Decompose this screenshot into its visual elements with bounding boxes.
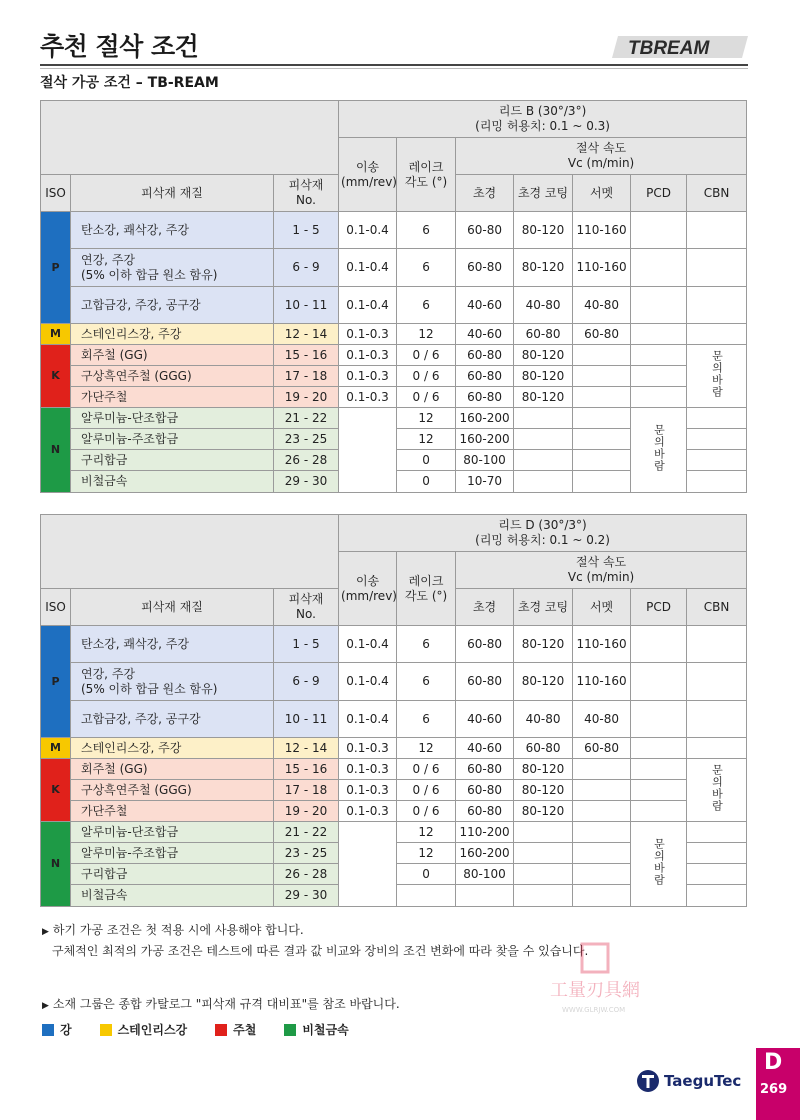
group-no-cell: 19 - 20	[274, 387, 339, 408]
carbide-cell: 60-80	[456, 249, 514, 287]
group-no-cell: 17 - 18	[274, 366, 339, 387]
feed-cell: 0.1-0.4	[339, 212, 397, 249]
note-line-2: 구체적인 최적의 가공 조건은 테스트에 따른 결과 값 비교와 장비의 조건 변화에 따라 찾을 수 있습니다.	[52, 944, 589, 958]
coated-cell: 80-120	[514, 345, 573, 366]
cbn-cell	[687, 249, 747, 287]
group-no-cell: 12 - 14	[274, 324, 339, 345]
tbream-logo	[612, 34, 748, 60]
cermet-cell: 40-80	[573, 287, 631, 324]
group-no-cell: 10 - 11	[274, 287, 339, 324]
coated-cell: 80-120	[514, 663, 573, 701]
coated-cell	[514, 885, 573, 907]
material-cell: 구상흑연주철 (GGG)	[71, 366, 274, 387]
cermet-cell	[573, 450, 631, 471]
legend-label: 주철	[233, 1023, 257, 1037]
pcd-cell	[631, 701, 687, 738]
table-row	[41, 387, 747, 408]
table-row	[41, 366, 747, 387]
coated-cell	[514, 408, 573, 429]
coated-cell: 80-120	[514, 759, 573, 780]
rake-cell: 12	[397, 324, 456, 345]
pcd-inquiry-cell	[631, 822, 687, 907]
iso-header: ISO	[41, 589, 71, 626]
group-no-cell: 15 - 16	[274, 759, 339, 780]
rake-cell: 6	[397, 626, 456, 663]
material-cell: 비철금속	[71, 885, 274, 907]
rake-cell	[397, 885, 456, 907]
legend-swatch	[42, 1024, 54, 1036]
section-tab	[756, 1048, 800, 1120]
coated-cell: 40-80	[514, 701, 573, 738]
page-title: 추천 절삭 조건	[40, 32, 199, 61]
coated-cell: 80-120	[514, 801, 573, 822]
iso-group-n: N	[41, 408, 71, 493]
coated-cell: 80-120	[514, 387, 573, 408]
feed-cell: 0.1-0.3	[339, 801, 397, 822]
rake-cell: 0 / 6	[397, 366, 456, 387]
cbn-inquiry-cell	[687, 759, 747, 822]
material-cell: 가단주철	[71, 801, 274, 822]
speed-header: 절삭 속도 Vc (m/min)	[456, 138, 747, 175]
rake-cell: 12	[397, 429, 456, 450]
material-cell: 알루미늄-단조합금	[71, 822, 274, 843]
iso-group-m: M	[41, 324, 71, 345]
pcd-header: PCD	[631, 175, 687, 212]
cermet-cell	[573, 759, 631, 780]
material-cell: 연강, 주강 (5% 이하 합금 원소 함유)	[71, 663, 274, 701]
cermet-cell	[573, 801, 631, 822]
coated-header: 초경 코팅	[514, 175, 573, 212]
iso-group-n: N	[41, 822, 71, 907]
pcd-header: PCD	[631, 589, 687, 626]
pcd-inquiry-text: 문의바람	[652, 424, 666, 472]
cermet-cell: 110-160	[573, 626, 631, 663]
coated-cell: 80-120	[514, 212, 573, 249]
legend-swatch	[100, 1024, 112, 1036]
cermet-cell	[573, 408, 631, 429]
table-row	[41, 759, 747, 780]
cbn-header: CBN	[687, 175, 747, 212]
cermet-cell	[573, 387, 631, 408]
material-cell: 구리합금	[71, 864, 274, 885]
coated-cell	[514, 450, 573, 471]
coated-cell	[514, 471, 573, 493]
cbn-cell	[687, 212, 747, 249]
material-cell: 비철금속	[71, 471, 274, 493]
group-no-cell: 26 - 28	[274, 450, 339, 471]
rake-cell: 0	[397, 471, 456, 493]
feed-cell: 0.1-0.3	[339, 366, 397, 387]
rake-cell: 6	[397, 701, 456, 738]
watermark-url: WWW.GLRJW.COM	[562, 1006, 626, 1014]
legend-item	[215, 1021, 256, 1038]
feed-cell: 0.1-0.3	[339, 387, 397, 408]
cutting-conditions-table-lead-d	[40, 514, 747, 907]
group-no-cell: 21 - 22	[274, 408, 339, 429]
cbn-cell	[687, 822, 747, 843]
material-cell: 회주철 (GG)	[71, 345, 274, 366]
cbn-inquiry-text: 문의바람	[710, 350, 724, 398]
rake-cell: 12	[397, 822, 456, 843]
section-letter: D	[764, 1050, 783, 1075]
group-no-header: 피삭재 No.	[274, 175, 339, 212]
taegutec-emblem-icon	[636, 1069, 660, 1093]
pcd-cell	[631, 324, 687, 345]
cermet-cell	[573, 822, 631, 843]
rake-cell: 6	[397, 212, 456, 249]
pcd-inquiry-cell	[631, 408, 687, 493]
carbide-cell: 60-80	[456, 212, 514, 249]
legend-swatch	[284, 1024, 296, 1036]
iso-color-legend	[42, 1021, 377, 1038]
watermark-text: 工量刃具網	[550, 980, 640, 1001]
table-row	[41, 287, 747, 324]
coated-header: 초경 코팅	[514, 589, 573, 626]
material-cell: 구리합금	[71, 450, 274, 471]
lead-header: 리드 B (30°/3°) (리밍 허용치: 0.1 ~ 0.3)	[339, 101, 747, 138]
rake-cell: 6	[397, 287, 456, 324]
table-row	[41, 324, 747, 345]
carbide-cell: 160-200	[456, 843, 514, 864]
table-row	[41, 408, 747, 429]
carbide-cell: 40-60	[456, 324, 514, 345]
table-row	[41, 738, 747, 759]
legend-label: 스테인리스강	[117, 1023, 188, 1037]
pcd-cell	[631, 626, 687, 663]
rake-cell: 6	[397, 663, 456, 701]
note-line-1: 하기 가공 조건은 첫 적용 시에 사용해야 합니다.	[52, 923, 304, 937]
pcd-cell	[631, 345, 687, 366]
carbide-cell: 40-60	[456, 287, 514, 324]
carbide-cell: 40-60	[456, 738, 514, 759]
material-cell: 알루미늄-단조합금	[71, 408, 274, 429]
legend-swatch	[215, 1024, 227, 1036]
cermet-cell	[573, 864, 631, 885]
group-no-cell: 1 - 5	[274, 212, 339, 249]
group-no-cell: 29 - 30	[274, 885, 339, 907]
speed-header: 절삭 속도 Vc (m/min)	[456, 552, 747, 589]
group-no-cell: 23 - 25	[274, 429, 339, 450]
table-row	[41, 663, 747, 701]
material-cell: 고합금강, 주강, 공구강	[71, 287, 274, 324]
coated-cell	[514, 429, 573, 450]
header-blank	[41, 101, 339, 175]
group-no-cell: 26 - 28	[274, 864, 339, 885]
pcd-cell	[631, 366, 687, 387]
carbide-cell: 60-80	[456, 626, 514, 663]
coated-cell: 80-120	[514, 780, 573, 801]
cbn-cell	[687, 738, 747, 759]
feed-header: 이송 (mm/rev)	[339, 552, 397, 626]
pcd-cell	[631, 780, 687, 801]
company-logo	[636, 1069, 741, 1093]
rake-cell: 12	[397, 843, 456, 864]
cbn-cell	[687, 626, 747, 663]
feed-cell: 0.1-0.4	[339, 249, 397, 287]
pcd-cell	[631, 663, 687, 701]
feed-cell: 0.1-0.3	[339, 345, 397, 366]
material-header: 피삭재 재질	[71, 175, 274, 212]
cutting-conditions-table-lead-b	[40, 100, 747, 493]
rake-cell: 0 / 6	[397, 345, 456, 366]
table-row	[41, 822, 747, 843]
feed-cell: 0.1-0.3	[339, 738, 397, 759]
cermet-cell	[573, 780, 631, 801]
cermet-header: 서멧	[573, 175, 631, 212]
rake-cell: 0 / 6	[397, 387, 456, 408]
coated-cell: 60-80	[514, 324, 573, 345]
cermet-cell	[573, 345, 631, 366]
material-cell: 탄소강, 쾌삭강, 주강	[71, 626, 274, 663]
group-no-cell: 12 - 14	[274, 738, 339, 759]
coated-cell	[514, 864, 573, 885]
iso-group-k: K	[41, 345, 71, 408]
cermet-cell: 110-160	[573, 212, 631, 249]
material-cell: 연강, 주강 (5% 이하 합금 원소 함유)	[71, 249, 274, 287]
coated-cell: 80-120	[514, 626, 573, 663]
coated-cell: 80-120	[514, 366, 573, 387]
watermark	[540, 940, 700, 1020]
page-subtitle: 절삭 가공 조건 – TB-REAM	[40, 75, 219, 91]
cermet-header: 서멧	[573, 589, 631, 626]
iso-group-p: P	[41, 626, 71, 738]
table-row	[41, 249, 747, 287]
material-cell: 알루미늄-주조합금	[71, 429, 274, 450]
cbn-cell	[687, 701, 747, 738]
group-no-cell: 29 - 30	[274, 471, 339, 493]
iso-header: ISO	[41, 175, 71, 212]
rake-cell: 0	[397, 450, 456, 471]
carbide-cell: 60-80	[456, 387, 514, 408]
cermet-cell: 40-80	[573, 701, 631, 738]
group-no-cell: 1 - 5	[274, 626, 339, 663]
cermet-cell: 110-160	[573, 663, 631, 701]
feed-cell: 0.1-0.4	[339, 287, 397, 324]
rake-header: 레이크 각도 (°)	[397, 138, 456, 212]
cbn-cell	[687, 843, 747, 864]
pcd-cell	[631, 212, 687, 249]
material-cell: 구상흑연주철 (GGG)	[71, 780, 274, 801]
pcd-cell	[631, 759, 687, 780]
cbn-inquiry-cell	[687, 345, 747, 408]
company-name: TaeguTec	[664, 1072, 742, 1090]
rake-cell: 6	[397, 249, 456, 287]
rake-cell: 12	[397, 738, 456, 759]
group-no-cell: 19 - 20	[274, 801, 339, 822]
cermet-cell: 60-80	[573, 738, 631, 759]
cermet-cell	[573, 843, 631, 864]
rake-header: 레이크 각도 (°)	[397, 552, 456, 626]
pcd-cell	[631, 249, 687, 287]
coated-cell: 40-80	[514, 287, 573, 324]
carbide-cell: 60-80	[456, 759, 514, 780]
rake-cell: 12	[397, 408, 456, 429]
pcd-inquiry-text: 문의바람	[652, 838, 666, 886]
material-cell: 스테인리스강, 주강	[71, 324, 274, 345]
feed-header: 이송 (mm/rev)	[339, 138, 397, 212]
iso-group-m: M	[41, 738, 71, 759]
material-cell: 탄소강, 쾌삭강, 주강	[71, 212, 274, 249]
legend-item	[284, 1021, 348, 1038]
feed-cell: 0.1-0.4	[339, 626, 397, 663]
group-no-cell: 17 - 18	[274, 780, 339, 801]
carbide-cell	[456, 885, 514, 907]
material-cell: 고합금강, 주강, 공구강	[71, 701, 274, 738]
carbide-cell: 160-200	[456, 429, 514, 450]
cermet-cell: 110-160	[573, 249, 631, 287]
feed-cell: 0.1-0.3	[339, 759, 397, 780]
cermet-cell	[573, 429, 631, 450]
carbide-cell: 60-80	[456, 366, 514, 387]
carbide-cell: 60-80	[456, 780, 514, 801]
feed-cell	[339, 822, 397, 907]
cbn-cell	[687, 471, 747, 493]
cbn-cell	[687, 324, 747, 345]
title-rule	[40, 64, 748, 66]
rake-cell: 0 / 6	[397, 801, 456, 822]
notes	[42, 921, 588, 961]
carbide-header: 초경	[456, 175, 514, 212]
carbide-cell: 40-60	[456, 701, 514, 738]
group-no-cell: 6 - 9	[274, 249, 339, 287]
carbide-cell: 60-80	[456, 663, 514, 701]
legend-label: 강	[60, 1023, 72, 1037]
cbn-inquiry-text: 문의바람	[710, 764, 724, 812]
cermet-cell	[573, 885, 631, 907]
material-cell: 가단주철	[71, 387, 274, 408]
feed-cell	[339, 408, 397, 493]
feed-cell: 0.1-0.4	[339, 663, 397, 701]
cermet-cell: 60-80	[573, 324, 631, 345]
coated-cell	[514, 822, 573, 843]
material-cell: 회주철 (GG)	[71, 759, 274, 780]
note-line-3: 소재 그룹은 종합 카탈로그 "피삭재 규격 대비표"를 참조 바랍니다.	[52, 997, 400, 1011]
feed-cell: 0.1-0.4	[339, 701, 397, 738]
rake-cell: 0 / 6	[397, 780, 456, 801]
iso-group-p: P	[41, 212, 71, 324]
table-row	[41, 701, 747, 738]
carbide-cell: 80-100	[456, 450, 514, 471]
carbide-cell: 80-100	[456, 864, 514, 885]
header-blank	[41, 515, 339, 589]
feed-cell: 0.1-0.3	[339, 780, 397, 801]
coated-cell: 80-120	[514, 249, 573, 287]
cbn-cell	[687, 864, 747, 885]
table-row	[41, 626, 747, 663]
material-header: 피삭재 재질	[71, 589, 274, 626]
page-number: 269	[760, 1082, 788, 1097]
carbide-cell: 160-200	[456, 408, 514, 429]
legend-label: 비철금속	[302, 1023, 349, 1037]
material-cell: 스테인리스강, 주강	[71, 738, 274, 759]
table-row	[41, 212, 747, 249]
coated-cell	[514, 843, 573, 864]
cbn-cell	[687, 429, 747, 450]
legend-item	[100, 1021, 188, 1038]
cbn-cell	[687, 885, 747, 907]
title-rule-light	[40, 68, 748, 69]
carbide-cell: 110-200	[456, 822, 514, 843]
group-no-header: 피삭재 No.	[274, 589, 339, 626]
triangle-bullet-icon: ▶	[42, 1001, 49, 1011]
pcd-cell	[631, 801, 687, 822]
coated-cell: 60-80	[514, 738, 573, 759]
group-no-cell: 23 - 25	[274, 843, 339, 864]
cbn-cell	[687, 287, 747, 324]
carbide-cell: 60-80	[456, 801, 514, 822]
table-row	[41, 780, 747, 801]
group-no-cell: 10 - 11	[274, 701, 339, 738]
rake-cell: 0	[397, 864, 456, 885]
lead-header: 리드 D (30°/3°) (리밍 허용치: 0.1 ~ 0.2)	[339, 515, 747, 552]
note-reference	[42, 995, 400, 1012]
cbn-cell	[687, 663, 747, 701]
iso-group-k: K	[41, 759, 71, 822]
cbn-cell	[687, 408, 747, 429]
carbide-cell: 60-80	[456, 345, 514, 366]
cermet-cell	[573, 471, 631, 493]
group-no-cell: 6 - 9	[274, 663, 339, 701]
group-no-cell: 21 - 22	[274, 822, 339, 843]
pcd-cell	[631, 738, 687, 759]
pcd-cell	[631, 387, 687, 408]
carbide-header: 초경	[456, 589, 514, 626]
triangle-bullet-icon: ▶	[42, 927, 49, 937]
carbide-cell: 10-70	[456, 471, 514, 493]
table-row	[41, 345, 747, 366]
cbn-header: CBN	[687, 589, 747, 626]
material-cell: 알루미늄-주조합금	[71, 843, 274, 864]
group-no-cell: 15 - 16	[274, 345, 339, 366]
cermet-cell	[573, 366, 631, 387]
feed-cell: 0.1-0.3	[339, 324, 397, 345]
table-row	[41, 801, 747, 822]
tbream-logo-text: TBREAM	[628, 38, 710, 59]
legend-item	[42, 1021, 72, 1038]
pcd-cell	[631, 287, 687, 324]
rake-cell: 0 / 6	[397, 759, 456, 780]
cbn-cell	[687, 450, 747, 471]
